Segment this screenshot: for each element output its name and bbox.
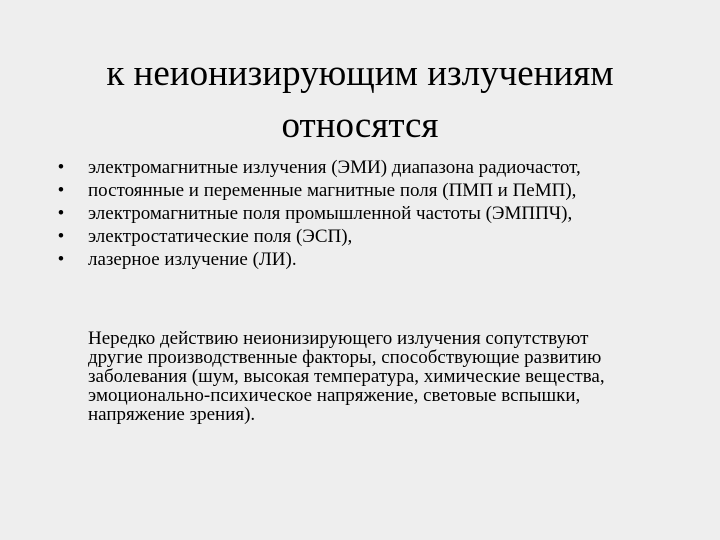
bullet-text: электромагнитные поля промышленной частоты (ЭМППЧ),: [88, 203, 573, 224]
slide-title: [60, 48, 660, 152]
paragraph-line: Нередко действию неионизирующего излучения сопутствуют: [88, 328, 589, 349]
bullet-item: [54, 179, 581, 202]
bullet-item: [54, 202, 581, 225]
bullet-icon: •: [57, 180, 65, 201]
body-paragraph: [88, 329, 668, 424]
bullet-item: [54, 248, 581, 271]
slide-title-line: относятся: [281, 105, 439, 146]
slide-title-line: к неионизирующим излучениям: [106, 53, 614, 94]
paragraph-line: эмоционально-психическое напряжение, световые вспышки,: [88, 385, 581, 406]
bullet-text: постоянные и переменные магнитные поля (ПМП и ПеМП),: [88, 180, 577, 201]
bullet-icon: •: [57, 226, 65, 247]
bullet-item: [54, 156, 581, 179]
bullet-icon: •: [57, 157, 65, 178]
bullet-text: электростатические поля (ЭСП),: [88, 226, 353, 247]
paragraph-line: другие производственные факторы, способствующие развитию: [88, 347, 602, 368]
paragraph-line: заболевания (шум, высокая температура, химические вещества,: [88, 366, 605, 387]
bullet-list: [54, 156, 581, 271]
bullet-text: лазерное излучение (ЛИ).: [88, 249, 297, 270]
bullet-icon: •: [57, 249, 65, 270]
paragraph-line: напряжение зрения).: [88, 404, 256, 425]
bullet-icon: •: [57, 203, 65, 224]
bullet-text: электромагнитные излучения (ЭМИ) диапазона радиочастот,: [88, 157, 581, 178]
bullet-item: [54, 225, 581, 248]
